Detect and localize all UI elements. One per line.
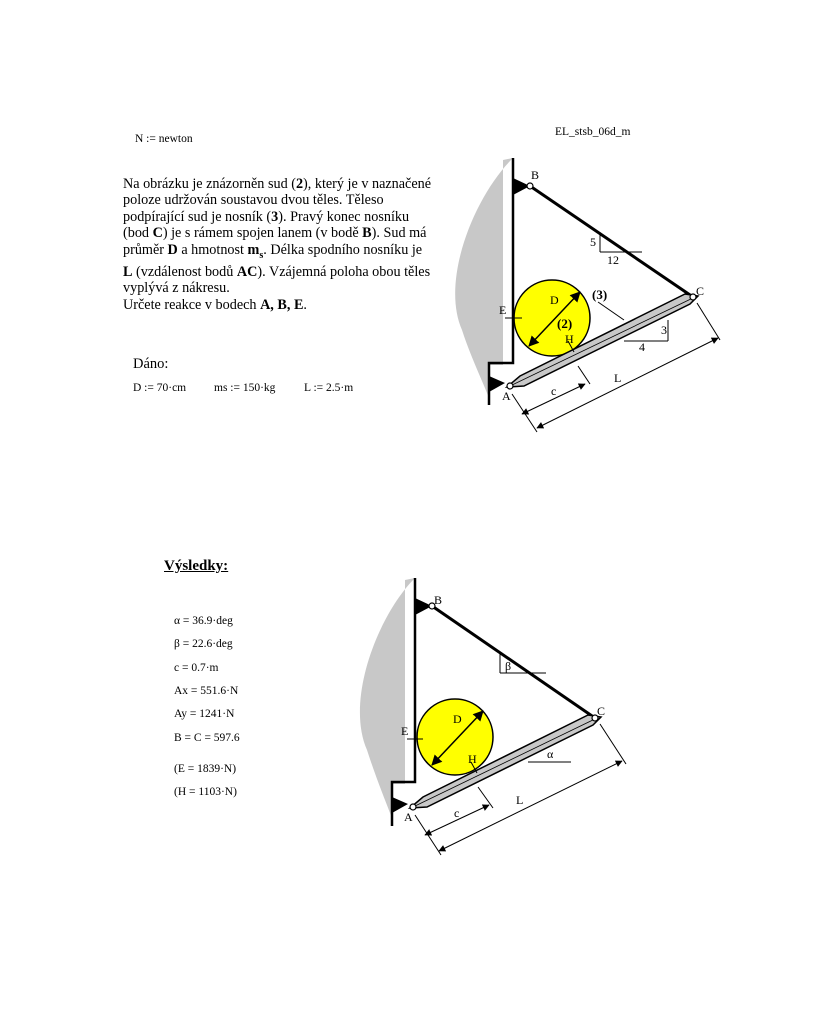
rope-slope-vertical: 5 xyxy=(590,235,596,249)
figure-1 xyxy=(455,158,720,432)
label-beta: β xyxy=(505,659,512,673)
label-d: D xyxy=(550,293,559,307)
given-L: L := 2.5·m xyxy=(304,382,354,394)
file-code: EL_stsb_06d_m xyxy=(555,126,631,138)
label-alpha: α xyxy=(547,747,554,761)
problem-statement: Na obrázku je znázorněn sud (2), který je v naznačené poloze udržován soustavou dvou těles. Těleso podpírající sud je nosník (3). Pravý konec nosníku (bod C) je s rámem spojen lanem (v bodě B). Sud má průměr D a hmotnost $m_s$. Délka spodního nosníku je L (vzdálenost bodů AC). Vzájemná poloha obou těles vyplývá z nákresu. Určete reakce v bodech A, B, E. xyxy=(123,176,432,313)
label-e-2: E xyxy=(401,724,409,738)
result-H: (H = 1103·N) xyxy=(174,786,237,798)
label-beam: (3) xyxy=(592,287,608,302)
label-barrel: (2) xyxy=(557,316,573,331)
label-h: H xyxy=(565,332,574,346)
label-b-2: B xyxy=(434,593,443,607)
label-c-dim-2: c xyxy=(454,806,460,820)
label-c-point: C xyxy=(696,284,705,298)
result-alpha: α = 36.9·deg xyxy=(174,615,233,627)
result-beta: β = 22.6·deg xyxy=(174,638,233,650)
label-c-dim: c xyxy=(551,384,557,398)
result-Ay: Ay = 1241·N xyxy=(174,708,235,720)
label-h-2: H xyxy=(468,752,477,766)
given-heading: Dáno: xyxy=(133,356,169,372)
result-E: (E = 1839·N) xyxy=(174,763,237,775)
result-c: c = 0.7·m xyxy=(174,662,219,674)
label-a: A xyxy=(502,389,511,403)
given-ms: ms := 150·kg xyxy=(214,382,276,394)
label-b: B xyxy=(531,168,540,182)
results-heading: Výsledky: xyxy=(164,558,229,574)
barrel xyxy=(514,280,590,356)
label-l-2: L xyxy=(516,793,524,807)
rope-slope-horizontal: 12 xyxy=(607,253,619,267)
figure-2 xyxy=(360,578,626,855)
label-c-point-2: C xyxy=(597,704,606,718)
given-D: D := 70·cm xyxy=(133,382,187,394)
label-d-2: D xyxy=(453,712,462,726)
label-a-2: A xyxy=(404,810,413,824)
beam-slope-horizontal: 4 xyxy=(639,340,645,354)
label-l: L xyxy=(614,371,622,385)
beam-slope-vertical: 3 xyxy=(661,323,667,337)
label-e: E xyxy=(499,303,507,317)
result-BC: B = C = 597.6 xyxy=(174,732,240,744)
unit-definition: N := newton xyxy=(135,133,193,145)
result-Ax: Ax = 551.6·N xyxy=(174,685,239,697)
barrel-2 xyxy=(417,699,493,775)
